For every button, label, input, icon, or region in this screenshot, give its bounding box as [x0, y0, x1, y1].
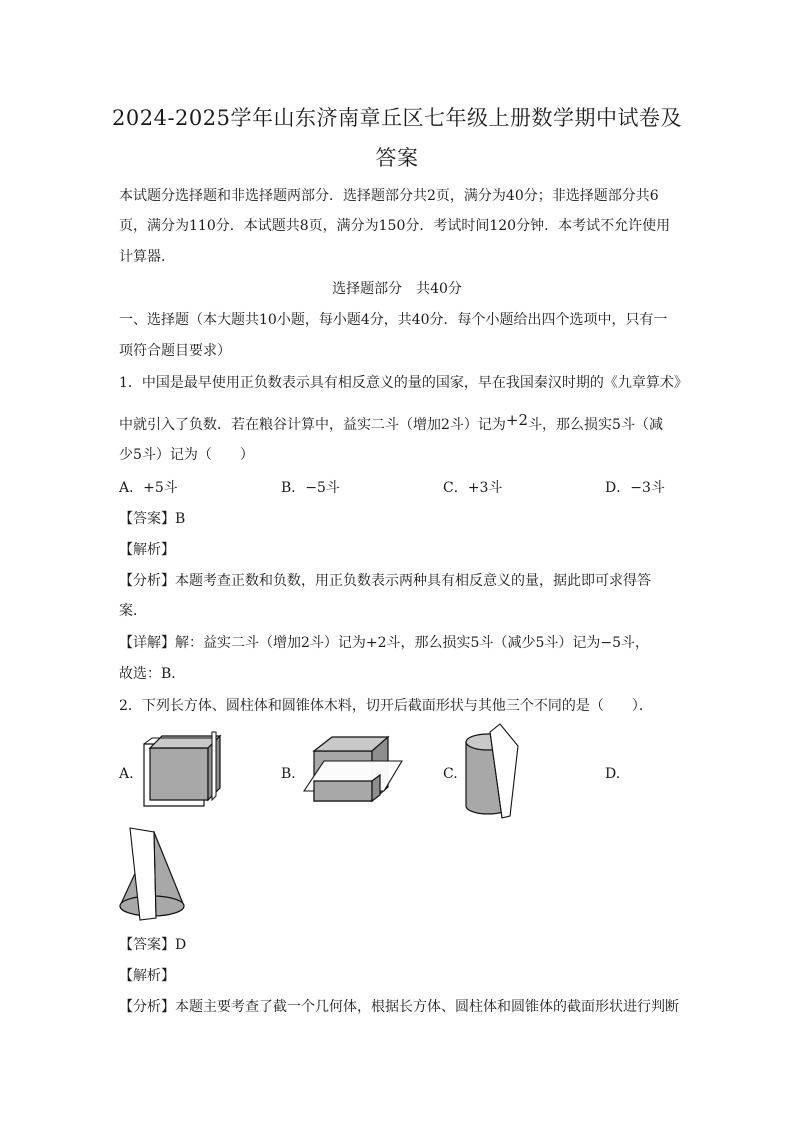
q1-analysis: 【分析】本题考查正数和负数，用正负数表示两种具有相反意义的量，据此即可求得答 — [119, 573, 651, 589]
cube-horizontal-cut-figure — [302, 733, 406, 811]
q2-option-c: C. — [443, 766, 458, 782]
q1-option-a: A．+5斗 — [119, 480, 178, 496]
q1-answer: 【答案】B — [119, 511, 186, 527]
q1-analysis: 案． — [119, 603, 147, 619]
q1-plus-two: +2 — [505, 411, 529, 429]
q1-stem: 少5斗）记为（ ） — [119, 447, 254, 463]
q1-option-b: B．−5斗 — [281, 480, 340, 496]
q1-stem — [119, 410, 679, 435]
part-one-heading: 项符合题目要求） — [119, 343, 231, 359]
q1-stem: 1．中国是最早使用正负数表示具有相反意义的量的国家，早在我国秦汉时期的《九章算术》 — [119, 375, 688, 391]
cone-apex-cut-figure — [116, 826, 188, 922]
page-title-continued: 答案 — [375, 146, 419, 170]
q2-option-d: D. — [605, 766, 621, 782]
q1-detail: 【详解】解：益实二斗（增加2斗）记为+2斗，那么损实5斗（减少5斗）记为−5斗， — [119, 635, 649, 651]
q2-analysis-heading: 【解析】 — [119, 968, 175, 984]
part-one-heading: 一、选择题（本大题共10小题，每小题4分，共40分．每个小题给出四个选项中，只有一 — [119, 312, 668, 328]
q1-analysis-heading: 【解析】 — [119, 542, 175, 558]
q1-stem-part: 中就引入了负数．若在粮谷计算中，益实二斗（增加2斗）记为 — [119, 417, 506, 433]
q2-option-a: A. — [119, 766, 134, 782]
page-title: 2024-2025学年山东济南章丘区七年级上册数学期中试卷及 — [112, 106, 682, 130]
section-title: 选择题部分 共40分 — [332, 281, 462, 297]
cylinder-vertical-cut-figure — [460, 722, 522, 820]
q1-option-c: C．+3斗 — [443, 480, 503, 496]
intro-line: 本试题分选择题和非选择题两部分．选择题部分共2页，满分为40分；非选择题部分共6 — [119, 188, 659, 204]
q1-option-d: D．−3斗 — [605, 480, 665, 496]
cube-vertical-cut-figure — [138, 730, 224, 812]
q2-stem: 2．下列长方体、圆柱体和圆锥体木料，切开后截面形状与其他三个不同的是（ ）． — [119, 698, 653, 714]
intro-line: 计算器． — [119, 249, 175, 265]
q1-detail: 故选：B． — [119, 666, 186, 682]
q1-stem-part: 斗，那么损实5斗（减 — [528, 417, 663, 433]
intro-line: 页，满分为110分．本试题共8页，满分为150分．考试时间120分钟．本考试不允许使用 — [119, 218, 671, 234]
q2-analysis: 【分析】本题主要考查了截一个几何体，根据长方体、圆柱体和圆锥体的截面形状进行判断 — [119, 999, 679, 1015]
q2-answer: 【答案】D — [119, 937, 187, 953]
q2-option-b: B. — [281, 766, 296, 782]
